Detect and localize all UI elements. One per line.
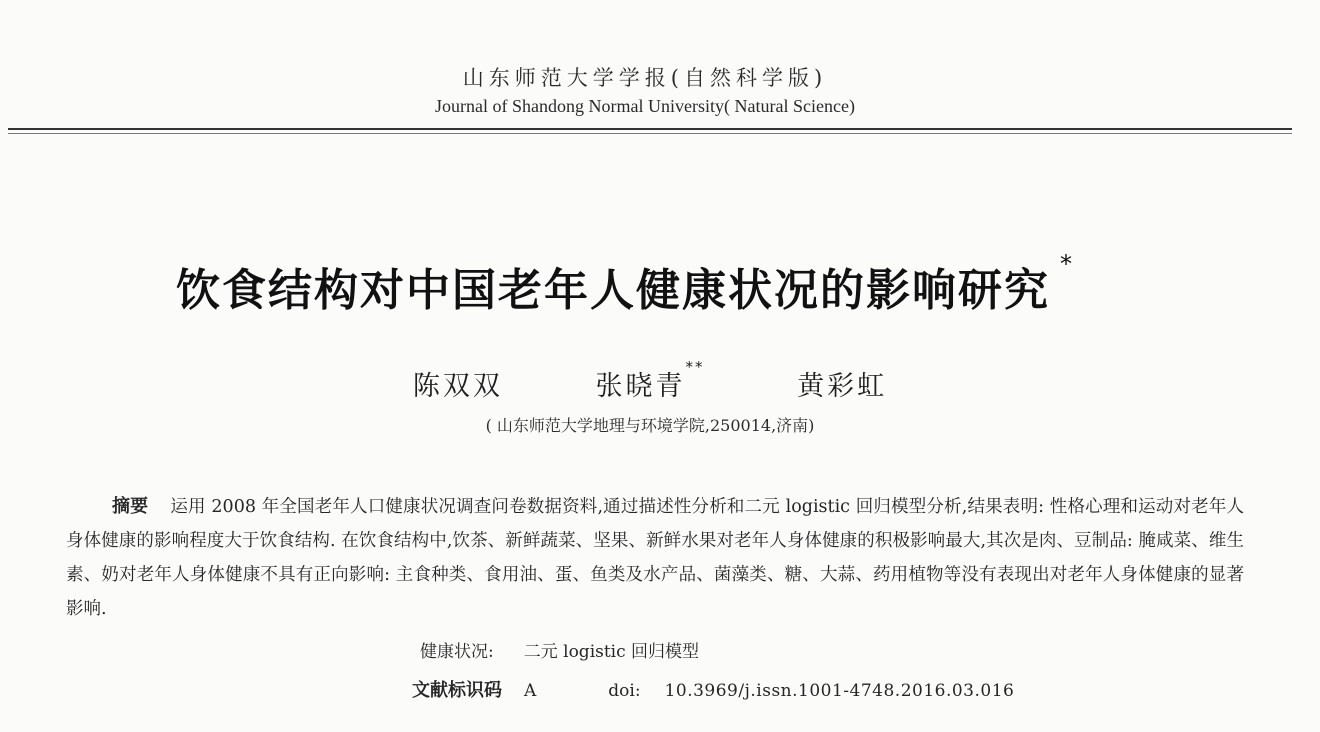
author-footnote-mark: ** xyxy=(685,358,705,376)
author-list xyxy=(0,358,1300,403)
author-affiliation: ( 山东师范大学地理与环境学院,250014,济南) xyxy=(485,416,815,435)
abstract xyxy=(66,490,1244,626)
document-identifier-line xyxy=(412,676,1014,702)
author-name: 陈双双 xyxy=(412,371,503,402)
keywords xyxy=(420,637,699,662)
abstract-text: 运用 2008 年全国老年人口健康状况调查问卷数据资料,通过描述性分析和二元 logistic 回归模型分析,结果表明: 性格心理和运动对老年人身体健康的影响程度大于饮食结构. 在饮食结构中,饮茶、新鲜蔬菜、坚果、新鲜水果对老年人身体健康的积极影响最大,其次是肉、豆制品: 腌咸菜、维生素、奶对老年人身体健康不具有正向影响: 主食种类、食用油、蛋、鱼类及水产品、菌藻类、糖、大蒜、药用植物等没有表现出对老年人身体健康的显著影响. xyxy=(66,497,1244,619)
title-footnote-mark: * xyxy=(1060,250,1074,278)
article-title xyxy=(0,250,1250,318)
header-rule-thick xyxy=(8,128,1292,130)
author-name: 张晓青 xyxy=(595,371,686,402)
author-1 xyxy=(413,371,503,402)
author-name: 黄彩虹 xyxy=(797,371,888,402)
author-3 xyxy=(797,371,887,402)
journal-title-english: Journal of Shandong Normal University( Natural Science) xyxy=(435,96,855,116)
keyword-item: 健康状况: xyxy=(420,642,494,662)
header-rule-thin xyxy=(8,133,1292,134)
abstract-label: 摘要 xyxy=(112,496,149,517)
doi-value: 10.3969/j.issn.1001-4748.2016.03.016 xyxy=(664,681,1015,701)
keyword-item: 二元 logistic 回归模型 xyxy=(523,642,700,662)
author-2 xyxy=(595,358,705,402)
journal-title-chinese: 山东师范大学学报(自然科学版) xyxy=(462,66,828,90)
doc-code: A xyxy=(524,681,537,701)
article-title-text: 饮食结构对中国老年人健康状况的影响研究 xyxy=(176,265,1050,316)
doi-label: doi: xyxy=(608,681,641,701)
doc-code-label: 文献标识码 xyxy=(412,680,502,701)
